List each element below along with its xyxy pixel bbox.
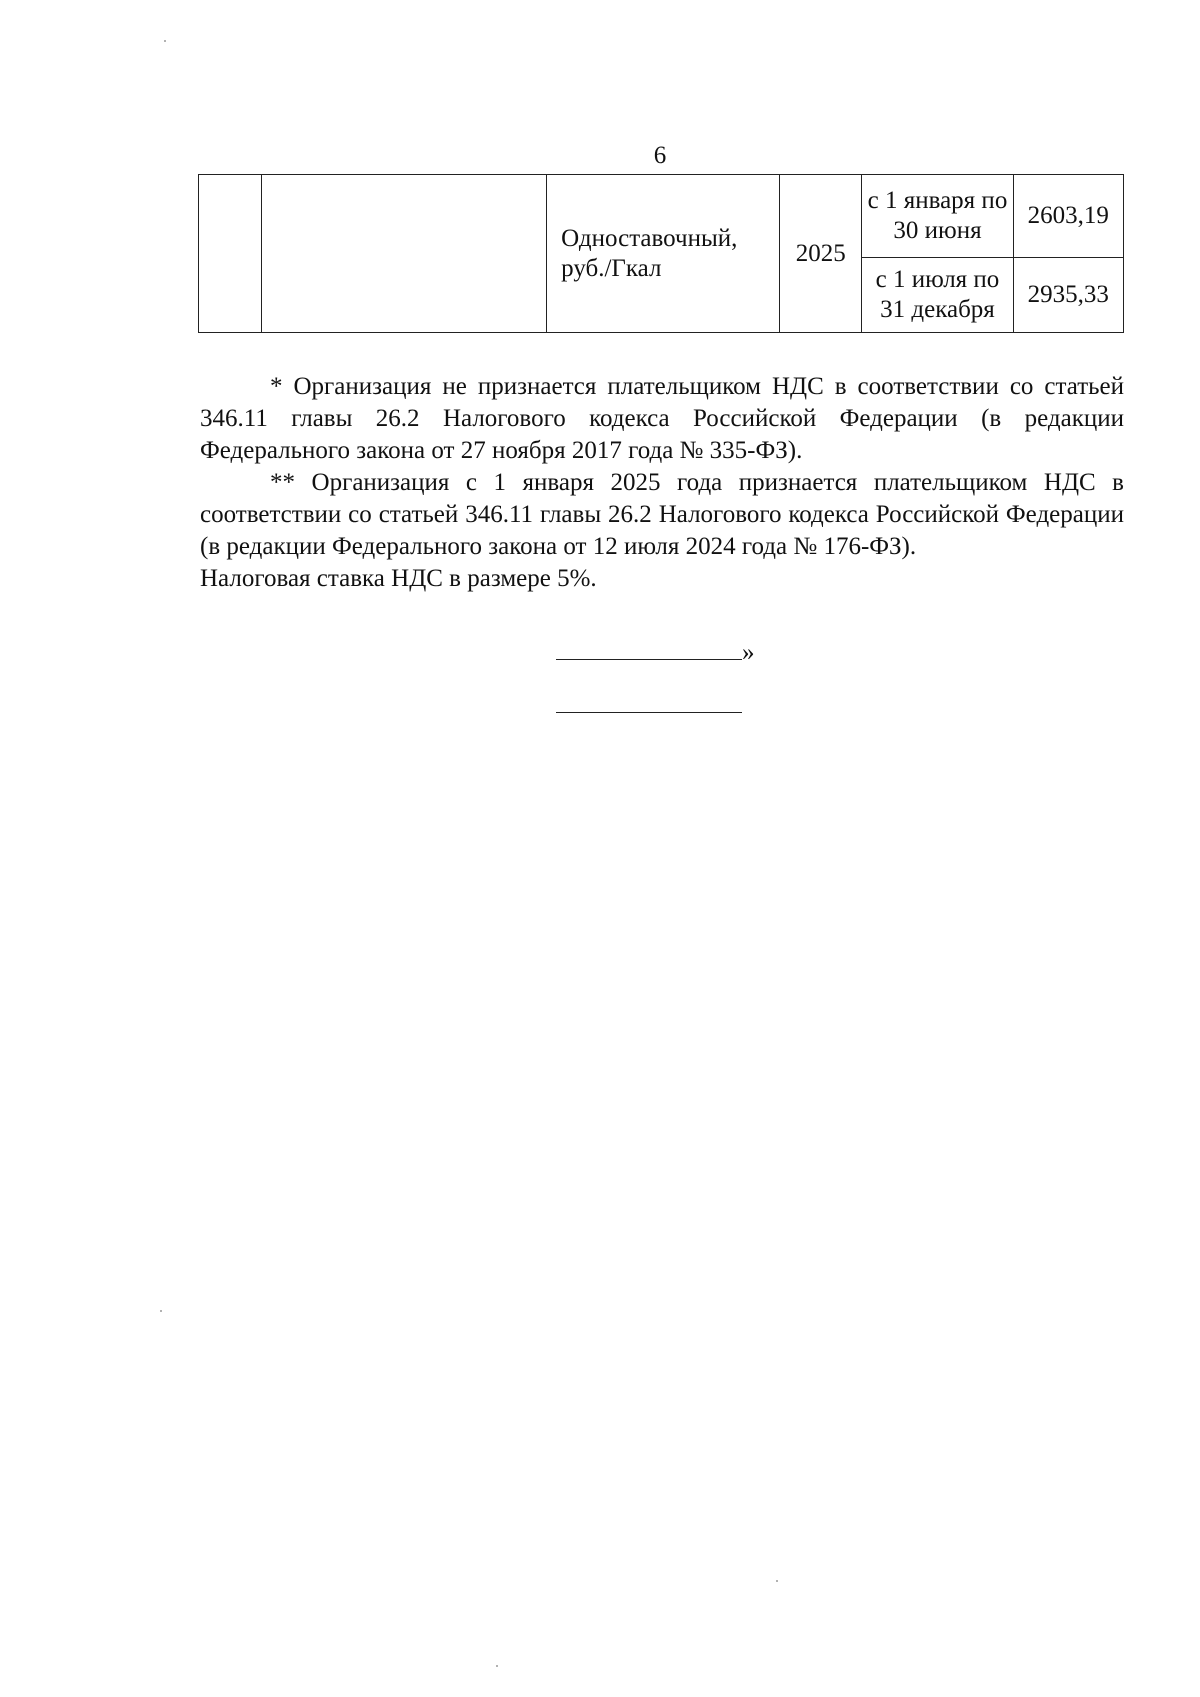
rate-unit-label: руб./Гкал (561, 254, 662, 282)
table-cell-year: 2025 (780, 175, 862, 333)
footnote-1: * Организация не признается плательщиком НДС в соответствии со статьей 346.11 главы 26.2 Налогового кодекса Российской Федерации (в редакции Федерального закона от 27 ноября 2017 года № 335-ФЗ). (200, 373, 1124, 464)
footnotes (200, 371, 1124, 595)
table-cell-number (199, 175, 262, 333)
closing-line (556, 638, 755, 668)
scan-speck (776, 1580, 778, 1582)
closing-rule (556, 641, 742, 660)
page-number: 6 (653, 142, 667, 169)
footnote-2: ** Организация с 1 января 2025 года признается плательщиком НДС в соответствии со статьей 346.11 главы 26.2 Налогового кодекса Российской Федерации (в редакции Федерального закона от 12 июля 2024 года № 176-ФЗ). (200, 469, 1124, 560)
scan-speck (496, 1665, 498, 1667)
table-cell-period: с 1 января по 30 июня (862, 175, 1013, 258)
scan-speck (160, 1310, 162, 1312)
table-cell-value: 2603,19 (1013, 175, 1123, 258)
scan-speck (164, 40, 166, 42)
footnote-3: Налоговая ставка НДС в размере 5%. (200, 565, 597, 592)
table-cell-organization (262, 175, 547, 333)
table-row (199, 175, 1124, 258)
table-cell-period: с 1 июля по 31 декабря (862, 258, 1013, 333)
table-cell-value: 2935,33 (1013, 258, 1123, 333)
table-cell-rate-type (547, 175, 780, 333)
tariff-table (198, 174, 1124, 333)
rate-type-label: Одноставочный, (561, 224, 738, 252)
closing-quote: » (742, 639, 755, 666)
end-rule (556, 712, 742, 713)
